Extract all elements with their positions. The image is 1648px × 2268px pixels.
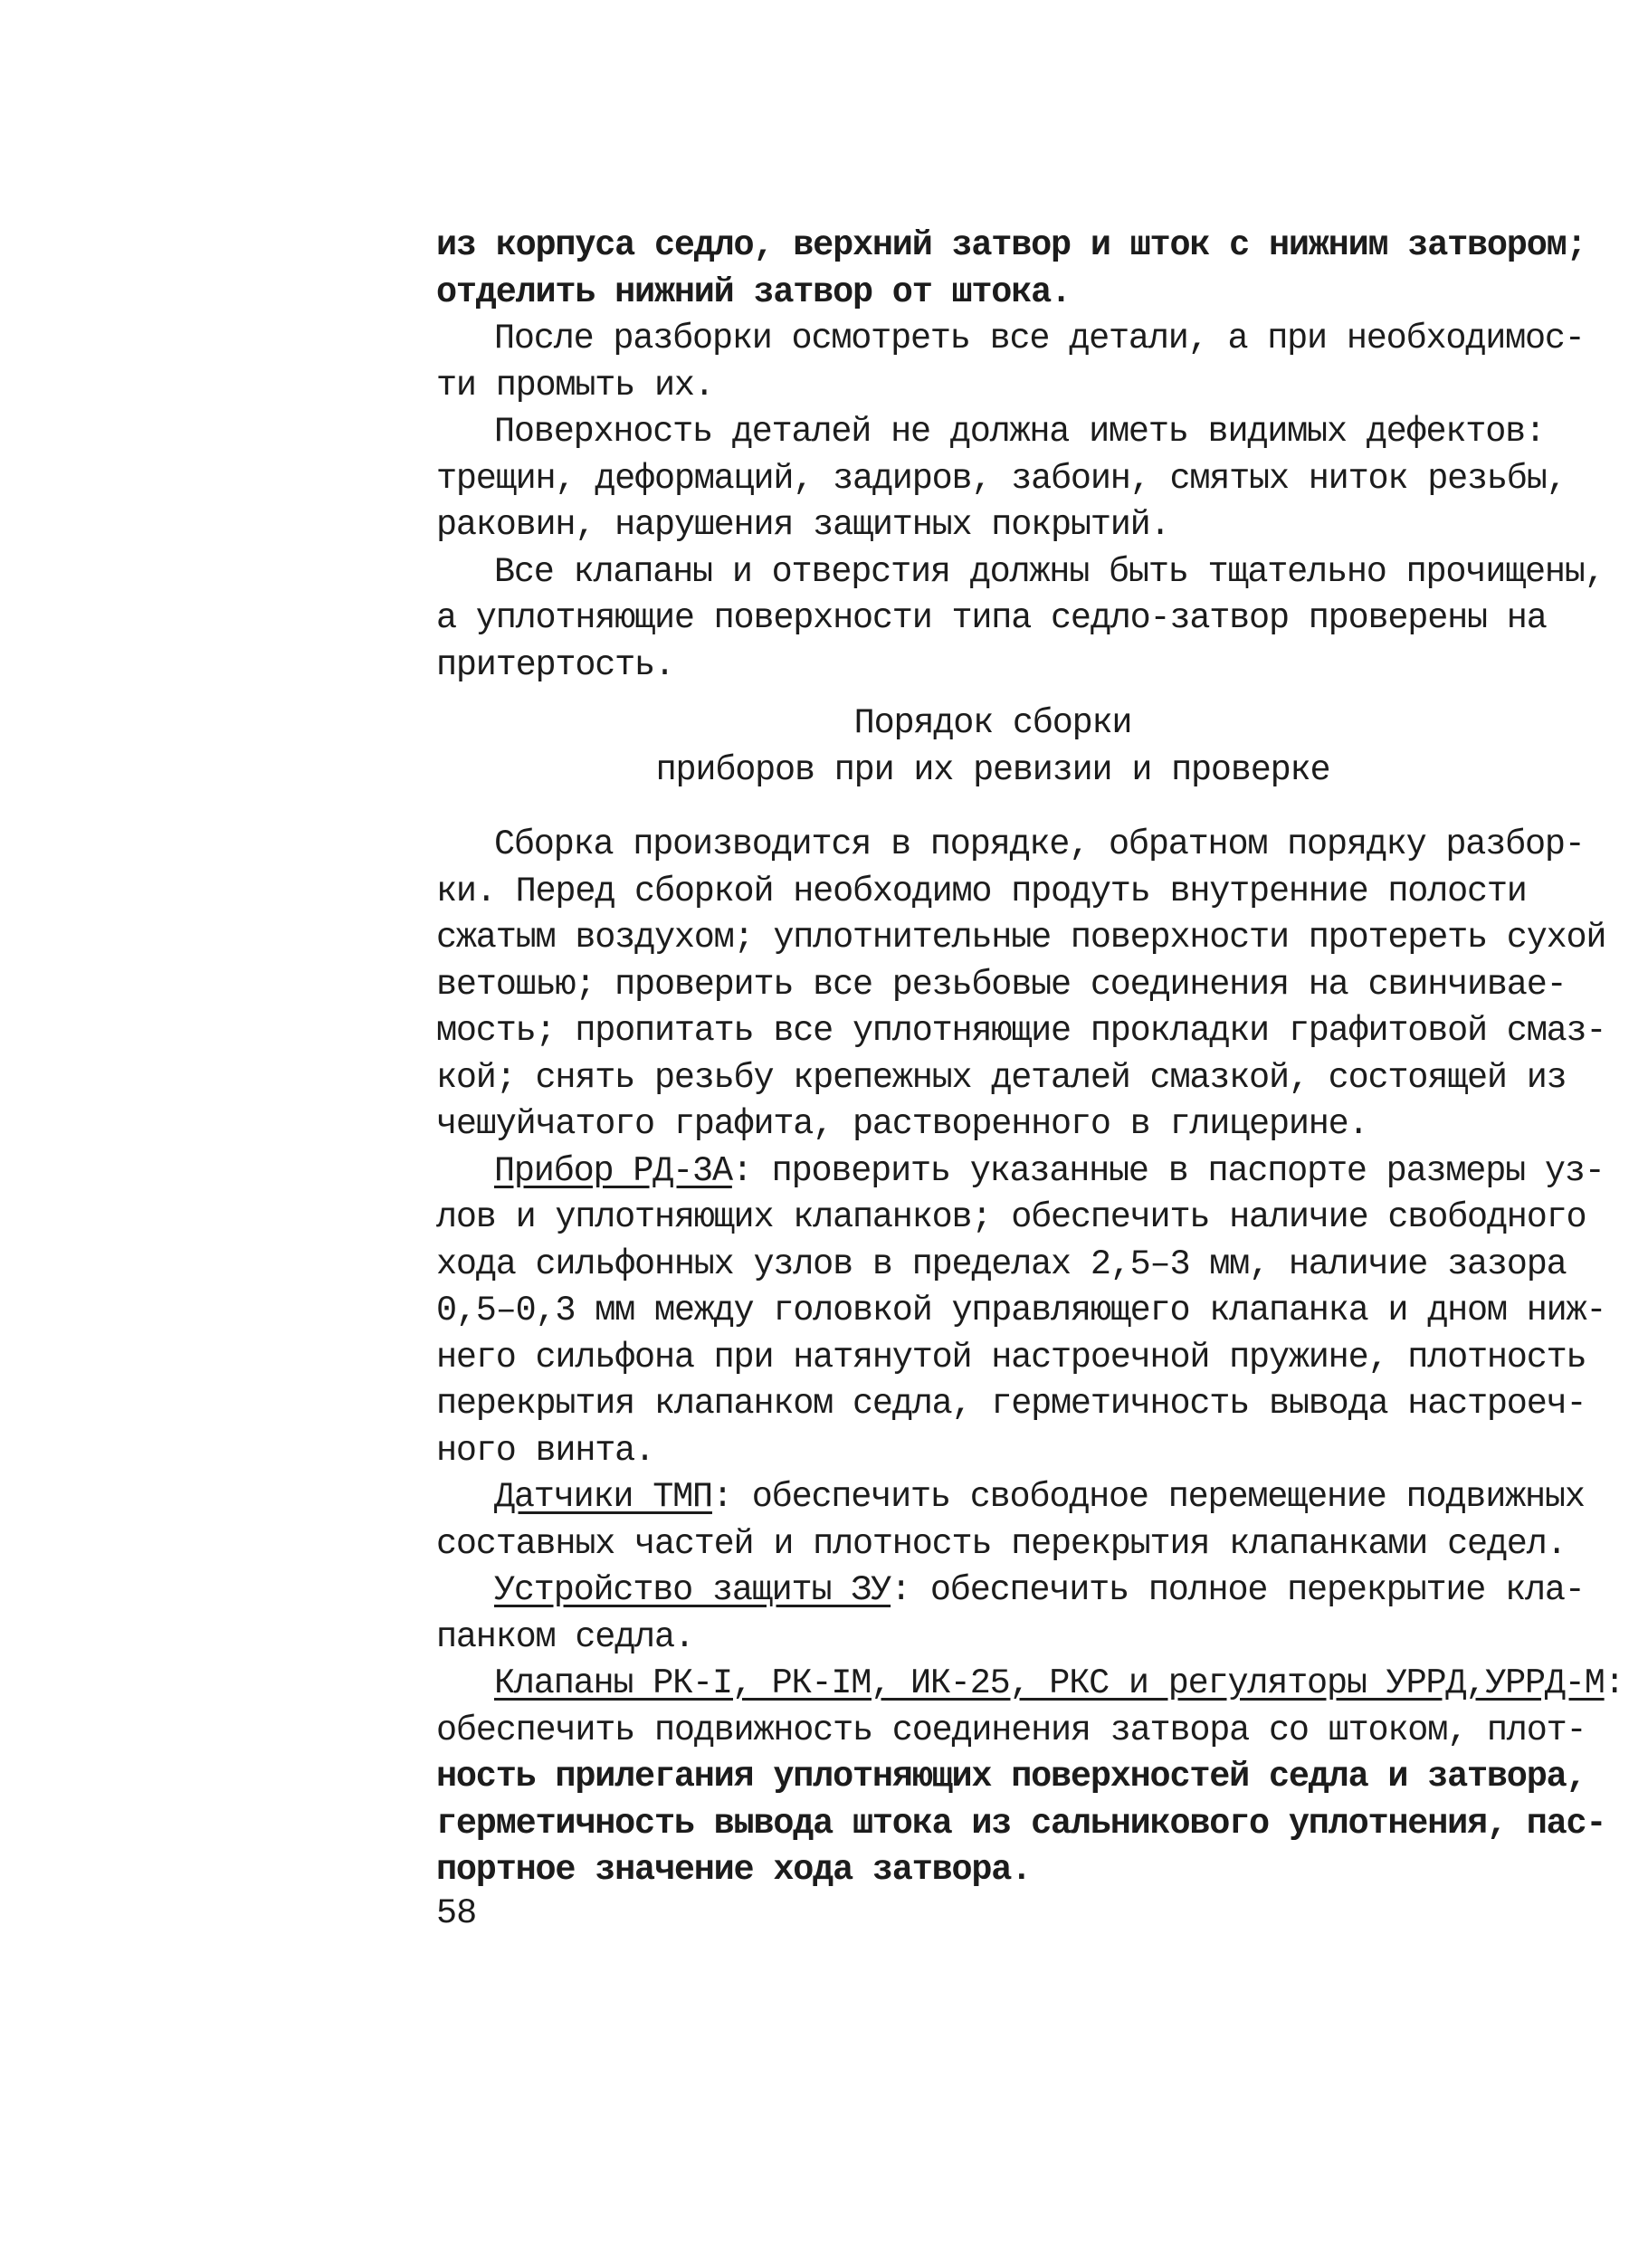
line-text: отделить нижний затвор от штока. (436, 272, 1071, 312)
text-line (436, 409, 1549, 456)
text-line (436, 1521, 1567, 1568)
text-line (436, 596, 1549, 643)
text-line (436, 1101, 1549, 1148)
text-line (436, 1754, 1586, 1801)
line-text: раковин, нарушения защитных покрытий. (436, 505, 1170, 545)
text-line (436, 502, 1549, 549)
line-text: мость; пропитать все уплотняющие прокладки графитовой смаз- (436, 1011, 1606, 1051)
line-text: : обеспечить полное перекрытие кла- (891, 1570, 1585, 1610)
text-line (436, 1148, 1605, 1196)
line-text: : обеспечить свободное перемещение подвижных (711, 1477, 1585, 1517)
line-text: портное значение хода затвора. (436, 1850, 1032, 1890)
line-text: перекрытия клапанком седла, герметичность вывода настроеч- (436, 1384, 1586, 1424)
text-line (436, 1381, 1586, 1428)
text-line (436, 316, 1585, 363)
text-line (436, 1801, 1606, 1848)
text-line (436, 1008, 1606, 1055)
text-line (436, 643, 1549, 690)
text-line (436, 223, 1586, 270)
line-text: обеспечить подвижность соединения затвора со штоком, плот- (436, 1710, 1586, 1750)
line-text: а уплотняющие поверхности типа седло-затвор проверены на (436, 598, 1547, 638)
line-text: : проверить указанные в паспорте размеры уз- (731, 1150, 1605, 1191)
text-block-assembly (436, 822, 1624, 1894)
text-line (436, 549, 1605, 596)
line-text: Все клапаны и отверстия должны быть тщательно прочищены, (494, 551, 1605, 592)
text-line (436, 1568, 1585, 1615)
line-text: ного винта. (436, 1430, 654, 1471)
text-line (436, 1708, 1586, 1755)
heading-line-2: приборов при их ревизии и проверке (655, 749, 1330, 790)
text-line (436, 822, 1585, 869)
line-text: трещин, деформаций, задиров, забоин, смятых ниток резьбы, (436, 458, 1567, 499)
line-text: ти промыть их. (436, 365, 714, 405)
text-line (436, 1055, 1567, 1102)
line-text: ветошью; проверить все резьбовые соединения на свинчивае- (436, 964, 1567, 1005)
text-block-disassembly (436, 223, 1605, 689)
text-line (436, 1288, 1606, 1335)
text-line (436, 1847, 1549, 1894)
text-line (436, 915, 1606, 962)
text-line (436, 1335, 1586, 1382)
page-number: 58 (436, 1893, 477, 1933)
text-line (436, 363, 1549, 410)
line-text: кой; снять резьбу крепежных деталей смазкой, состоящей из (436, 1057, 1567, 1098)
line-text: ки. Перед сборкой необходимо продуть внутренние полости (436, 871, 1527, 911)
line-text: После разборки осмотреть все детали, а при необходимос- (494, 319, 1585, 358)
line-text: составных частей и плотность перекрытия клапанками седел. (436, 1523, 1567, 1564)
text-line (436, 962, 1567, 1009)
line-text: хода сильфонных узлов в пределах 2,5–3 мм, наличие зазора (436, 1244, 1567, 1284)
line-text: Поверхность деталей не должна иметь видимых дефектов: (494, 412, 1545, 452)
line-text: чешуйчатого графита, растворенного в глицерине. (436, 1104, 1368, 1144)
line-text: него сильфона при натянутой настроечной пружине, плотность (436, 1337, 1586, 1377)
text-line (436, 1615, 1549, 1662)
text-line (436, 270, 1549, 317)
heading-line-1: Порядок сборки (853, 703, 1132, 743)
underlined-term: Устройство защиты ЗУ (494, 1570, 891, 1610)
underlined-term: Прибор РД-3А (494, 1150, 732, 1191)
line-text: панком седла. (436, 1616, 694, 1657)
text-line (436, 1661, 1624, 1708)
line-text: из корпуса седло, верхний затвор и шток с нижним затвором; (436, 225, 1586, 265)
underlined-term: Клапаны РК-I, РК-IМ, ИК-25, РКС и регуляторы УРРД,УРРД-М (494, 1663, 1605, 1703)
text-line (436, 456, 1567, 503)
text-line (436, 1195, 1586, 1242)
section-heading (436, 700, 1549, 794)
line-text: ность прилегания уплотняющих поверхностей седла и затвора, (436, 1757, 1586, 1796)
line-text: Сборка производится в порядке, обратном порядку разбор- (494, 824, 1585, 864)
line-text: герметичность вывода штока из сальникового уплотнения, пас- (436, 1803, 1606, 1844)
underlined-term: Датчики ТМП (494, 1477, 712, 1517)
text-line (436, 1242, 1567, 1289)
text-line (436, 1428, 1549, 1475)
line-text: лов и уплотняющих клапанков; обеспечить наличие свободного (436, 1197, 1586, 1237)
text-line (436, 869, 1549, 916)
line-text: сжатым воздухом; уплотнительные поверхности протереть сухой (436, 918, 1606, 958)
line-text: притертость. (436, 644, 674, 685)
line-text: 0,5–0,3 мм между головкой управляющего клапанка и дном ниж- (436, 1291, 1606, 1330)
text-line (436, 1474, 1585, 1521)
line-text: : (1604, 1663, 1624, 1703)
